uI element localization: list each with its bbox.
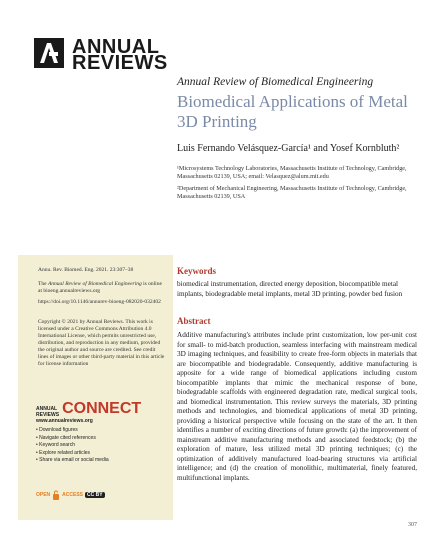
abstract-heading: Abstract [177, 316, 211, 326]
open-access-label: OPEN [36, 492, 51, 498]
online-suffix: is online at bioeng.annualreviews.org [38, 281, 162, 294]
author-list: Luis Fernando Velásquez-García¹ and Yosef Kornbluth² [177, 143, 400, 154]
article-title: Biomedical Applications of Metal 3D Printing [177, 92, 408, 131]
online-prefix: The [38, 281, 48, 287]
connect-small-text [36, 407, 59, 418]
list-item: • Explore related articles [36, 450, 166, 458]
connect-url[interactable]: www.annualreviews.org [36, 418, 93, 424]
citation: Annu. Rev. Biomed. Eng. 2021. 23:307–38 [38, 267, 134, 273]
journal-name: Annual Review of Biomedical Engineering [177, 76, 374, 88]
copyright-notice: Copyright © 2021 by Annual Reviews. This work is licensed under a Creative Commons Attribution 4.0 International License, which permits unrestricted use, distribution, and reproduction in any medium, provided the original author and source are credited. See credit lines of images or other third-party material in this article for license information [38, 319, 165, 367]
online-note [38, 281, 166, 295]
doi-link[interactable]: https://doi.org/10.1146/annurev-bioeng-082020-032402 [38, 299, 161, 305]
logo-text-annual: ANNUAL [72, 36, 160, 58]
keywords-text: biomedical instrumentation, directed energy deposition, biocompatible metal implants, biodegradable metal implants, metal 3D printing, powder bed fusion [177, 280, 403, 298]
open-access-label-2: ACCESS [62, 492, 84, 498]
abstract-text: Additive manufacturing's attributes include print customization, low per-unit cost for small- to mid-batch production, seamless interfacing with mainstream medical 3D imaging techniques, and feasibility to create free-form objects in materials that are biocompatible and biodegradable. Consequently, additive manufacturing is apposite for a wide range of biomedical applications including custom biocompatible implants that mimic the mechanical response of bone, biodegradable scaffolds with engineered degradation rate, medical surgical tools, and biomedical instrumentation. This review surveys the materials, 3D printing methods and technologies, and biomedical applications of metal 3D printing, providing a historical perspective while focusing on the state of the art. It then identifies a number of exciting directions of future growth: (a) the improvement of mainstream additive manufacturing methods and associated feedstock; (b) the exploration of mature, less utilized metal 3D printing techniques; (c) the optimization of additively manufactured load-bearing structures via artificial intelligence; and (d) the creation of monolithic, multimaterial, finely featured, multifunctional implants. [177, 331, 417, 482]
open-access-badge [36, 490, 105, 500]
affiliation-1: ¹Microsystems Technology Laboratories, Massachusetts Institute of Technology, Cambridge, Massachusetts 02139, USA; email: Velasquez@alum.mit.edu [177, 165, 407, 180]
list-item: • Share via email or social media [36, 457, 166, 465]
keywords-heading: Keywords [177, 266, 216, 276]
online-journal: Annual Review of Biomedical Engineering [47, 281, 142, 287]
connect-small-line2: REVIEWS [36, 411, 60, 418]
list-item: • Keyword search [36, 442, 166, 450]
page-number: 307 [408, 522, 417, 528]
logo-text-reviews: REVIEWS [72, 52, 168, 74]
annual-reviews-connect [36, 400, 166, 465]
connect-small-line1: ANNUAL [36, 406, 58, 412]
open-lock-icon [52, 490, 60, 500]
connect-feature-list [36, 427, 166, 465]
affiliation-2: ²Department of Mechanical Engineering, Massachusetts Institute of Technology, Cambridge, Massachusetts 02139, USA [177, 185, 407, 200]
list-item: • Navigate cited references [36, 435, 166, 443]
list-item: • Download figures [36, 427, 166, 435]
cc-license-badge: CC BY [87, 492, 103, 498]
annual-reviews-logo-icon [34, 38, 64, 68]
connect-heading: CONNECT [62, 400, 142, 417]
